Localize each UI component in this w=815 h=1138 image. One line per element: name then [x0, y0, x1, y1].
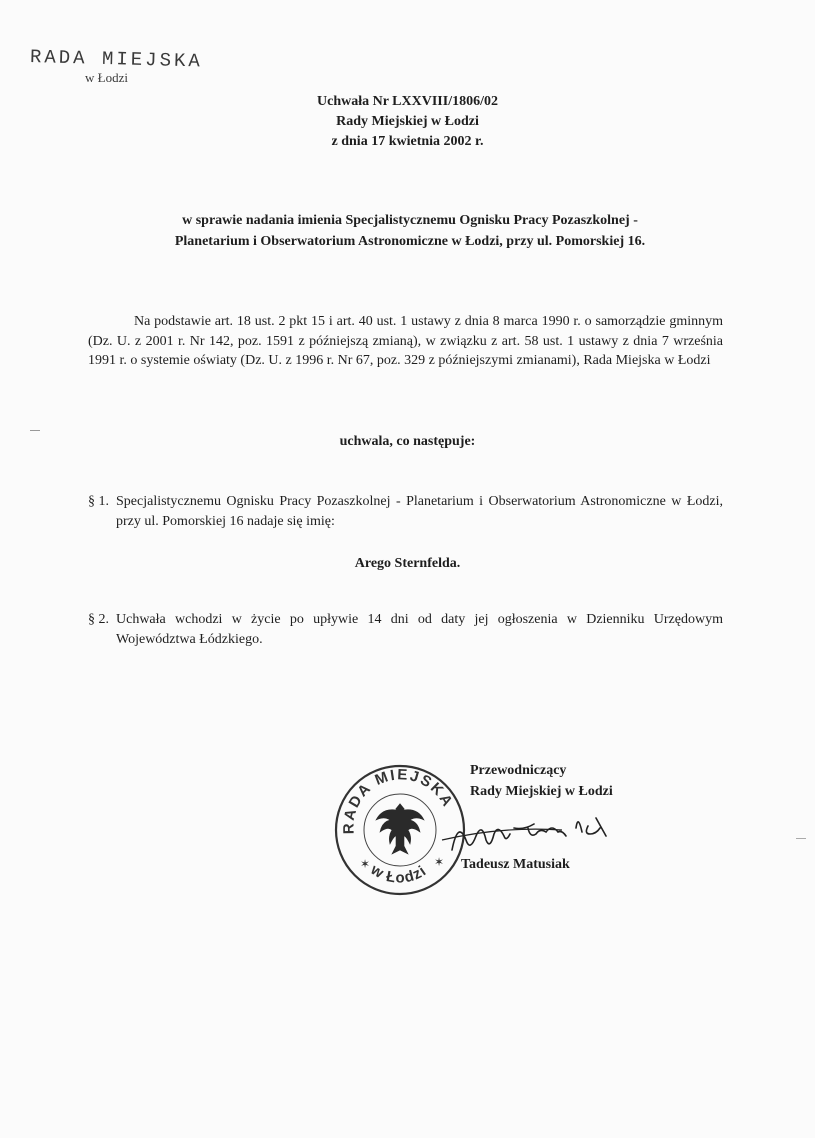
margin-mark [796, 838, 806, 839]
seal-star-left: ✶ [360, 857, 371, 871]
patron-name: Arego Sternfelda. [354, 556, 461, 571]
title-line3: z dnia 17 kwietnia 2002 r. [331, 134, 484, 149]
margin-mark [30, 430, 40, 431]
resolution-title [0, 92, 815, 152]
seal-star-right: ✶ [434, 855, 445, 869]
preamble-paragraph: Na podstawie art. 18 ust. 2 pkt 15 i art. 40 ust. 1 ustawy z dnia 8 marca 1990 r. o samorządzie gminnym (Dz. U. z 2001 r. Nr 142, poz. 1591 z późniejszą zmianą), w związku z art. 58 ust. 1 ustawy z dnia 7 września 1991 r. o systemie oświaty (Dz. U. z 1996 r. Nr 67, poz. 329 z późniejszymi zmianami), Rada Miejska w Łodzi [88, 314, 723, 368]
header-stamp-line1: RADA MIEJSKA [29, 46, 204, 73]
section-text: Uchwała wchodzi w życie po upływie 14 dni od daty jej ogłoszenia w Dzienniku Urzędowym Województwa Łódzkiego. [116, 612, 723, 647]
section-number: § 2. [88, 612, 109, 627]
seal-top-text: RADA MIEJSKA [340, 766, 457, 835]
section-text: Specjalistycznemu Ognisku Pracy Pozaszkolnej - Planetarium i Obserwatorium Astronomiczne w Łodzi, przy ul. Pomorskiej 16 nadaje się imię: [116, 494, 723, 529]
header-stamp-line2: w Łodzi [85, 70, 128, 85]
section-number: § 1. [88, 494, 109, 509]
resolves-heading: uchwala, co następuje: [339, 434, 476, 449]
header-stamp [30, 46, 203, 86]
title-line2: Rady Miejskiej w Łodzi [336, 114, 479, 129]
signatory-title [470, 760, 613, 802]
resolution-subject [80, 210, 740, 252]
signatory-name: Tadeusz Matusiak [461, 857, 570, 872]
signatory-title-line2: Rady Miejskiej w Łodzi [470, 784, 613, 799]
subject-line1: w sprawie nadania imienia Specjalistycznemu Ognisku Pracy Pozaszkolnej - [182, 213, 638, 228]
section-2 [88, 610, 723, 649]
seal-bottom-text: w Łodzi [367, 861, 430, 887]
eagle-icon [376, 804, 424, 854]
signatory-title-line1: Przewodniczący [470, 763, 567, 778]
subject-line2: Planetarium i Obserwatorium Astronomiczne w Łodzi, przy ul. Pomorskiej 16. [174, 234, 646, 249]
section-1 [88, 492, 723, 531]
title-line1: Uchwała Nr LXXVIII/1806/02 [317, 94, 498, 109]
